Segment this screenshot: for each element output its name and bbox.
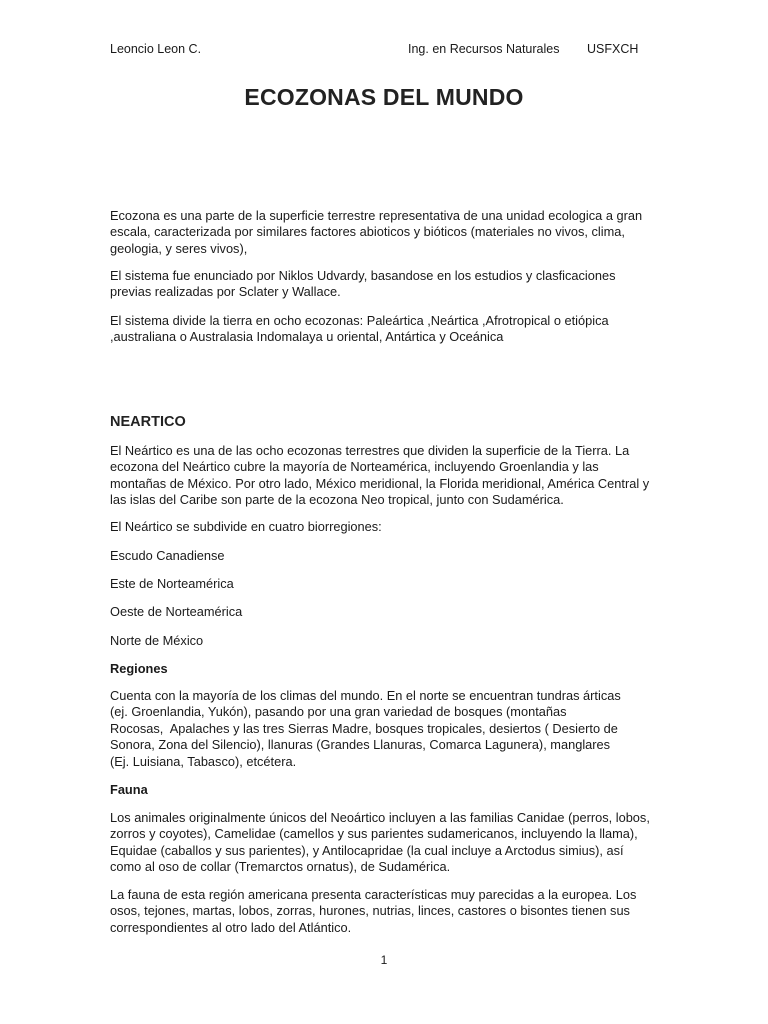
header-author: Leoncio Leon C. [110, 42, 202, 56]
bioregion-item: Oeste de Norteamérica [110, 604, 243, 619]
fauna-paragraph-1: Los animales originalmente únicos del Neoártico incluyen a las familias Canidae (perros, lobos, zorros y coyotes), Camelidae (camellos y sus parientes sudamericanos, incluyendo la llama), Equidae (caballos y sus parientes), y Antilocapridae (la cual incluye a Arctodus simius), así como al oso de collar (Tremarctos ornatus), de Sudamérica. [110, 810, 650, 875]
fauna-paragraph-2: La fauna de esta región americana presenta características muy parecidas a la europea. Los osos, tejones, martas, lobos, zorras, hurones, nutrias, linces, castores o bisontes tienen sus correspondientes al otro lado del Atlántico. [110, 887, 637, 935]
header-career: Ing. en Recursos Naturales [408, 42, 560, 56]
intro-paragraph-3: El sistema divide la tierra en ocho ecozonas: Paleártica ,Neártica ,Afrotropical o etiópica ,australiana o Australasia Indomalaya u oriental, Antártica y Oceánica [110, 313, 609, 345]
document-title: ECOZONAS DEL MUNDO [244, 84, 524, 110]
intro-paragraph-2: El sistema fue enunciado por Niklos Udvardy, basandose en los estudios y clasficaciones previas realizadas por Sclater y Wallace. [110, 268, 616, 300]
sub-heading-regiones: Regiones [110, 661, 168, 676]
page-number: 1 [380, 953, 388, 967]
header-university: USFXCH [587, 42, 639, 56]
bioregion-item: Norte de México [110, 633, 204, 648]
neartico-paragraph-2: El Neártico se subdivide en cuatro biorregiones: [110, 519, 382, 534]
sub-heading-fauna: Fauna [110, 782, 148, 797]
page-header [110, 42, 650, 60]
intro-paragraph-1: Ecozona es una parte de la superficie terrestre representativa de una unidad ecologica a gran escala, caracterizada por similares factores abioticos y bióticos (materiales no vivos, clima, geologia, y seres vivos), [110, 208, 643, 256]
bioregion-item: Escudo Canadiense [110, 548, 225, 563]
bioregion-item: Este de Norteamérica [110, 576, 234, 591]
regiones-paragraph: Cuenta con la mayoría de los climas del mundo. En el norte se encuentran tundras árticas (ej. Groenlandia, Yukón), pasando por una gran variedad de bosques (montañas Rocosas, Apalaches y las tres Sierras Madre, bosques tropicales, desiertos ( Desierto de Sonora, Zona del Silencio), llanuras (Grandes Llanuras, Comarca Lagunera), manglares (Ej. Luisiana, Tabasco), etcétera. [110, 688, 621, 769]
section-heading-neartico: NEARTICO [110, 414, 186, 430]
neartico-paragraph-1: El Neártico es una de las ocho ecozonas terrestres que dividen la superficie de la Tierra. La ecozona del Neártico cubre la mayoría de Norteamérica, incluyendo Groenlandia y las montañas de México. Por otro lado, México meridional, la Florida meridional, América Central y las islas del Caribe son parte de la ecozona Neo tropical, junto con Sudamérica. [110, 443, 650, 508]
